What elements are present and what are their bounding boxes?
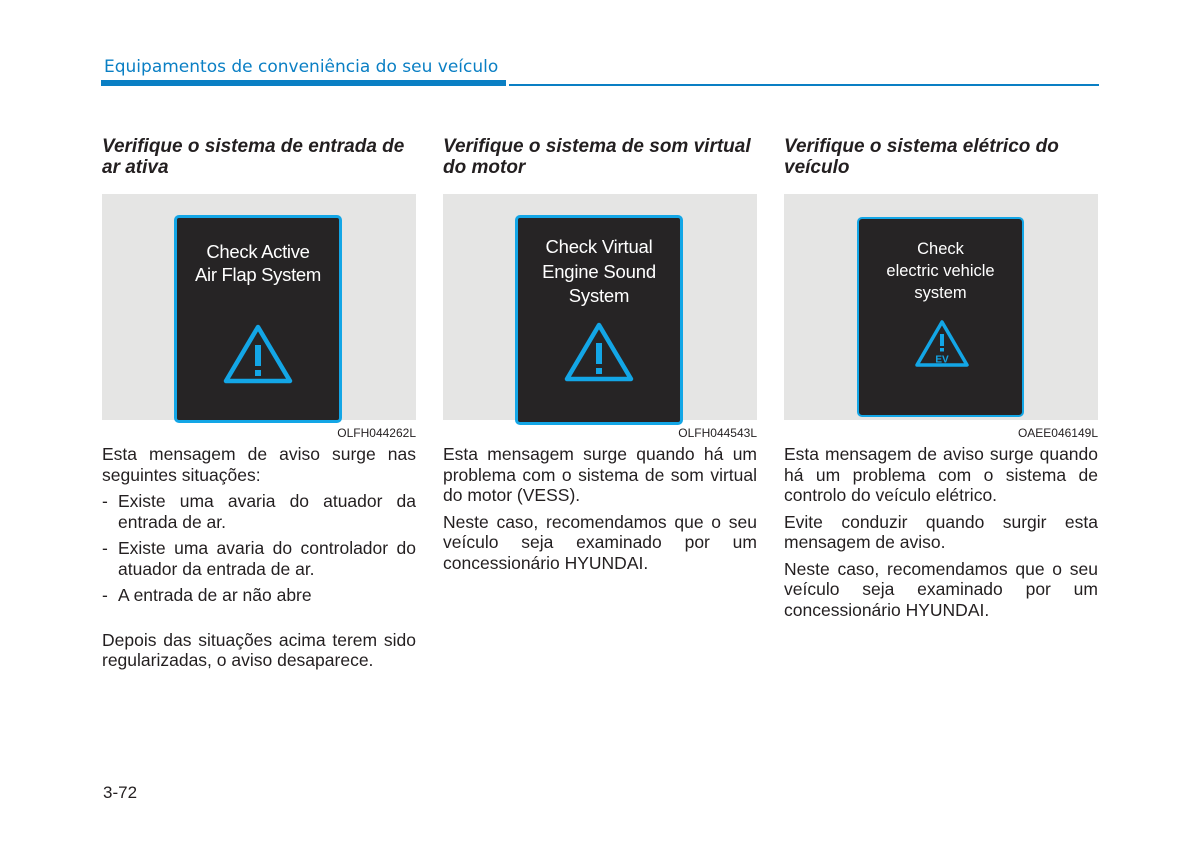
display-message: Check Virtual Engine Sound System xyxy=(542,236,656,306)
figure-code: OAEE046149L xyxy=(1017,426,1098,440)
paragraph: Depois das situações acima terem sido regularizadas, o aviso desaparece. xyxy=(102,629,416,670)
figure-code: OLFH044543L xyxy=(678,426,757,440)
section-virtual-engine-sound xyxy=(443,136,757,579)
warning-figure xyxy=(102,194,416,420)
paragraph: Esta mensagem surge quando há um problema com o sistema de som virtual do motor (VESS). xyxy=(443,444,757,505)
display-message: Check Active Air Flap System xyxy=(194,241,322,285)
header-title: Equipamentos de conveniência do seu veículo xyxy=(104,57,499,77)
list-item: - Existe uma avaria do atuador da entrada de ar. xyxy=(102,491,416,532)
header-rule-thin xyxy=(509,84,1099,86)
ev-icon-label: EV xyxy=(935,354,949,366)
warning-figure xyxy=(443,194,757,420)
warning-triangle-icon xyxy=(563,321,635,385)
bullet-list xyxy=(102,491,416,606)
section-heading: Verifique o sistema de som virtual do motor xyxy=(443,136,751,178)
section-electric-vehicle-system xyxy=(784,136,1098,626)
paragraph: Esta mensagem de aviso surge nas seguintes situações: xyxy=(102,444,416,485)
header-rule-thick xyxy=(101,80,506,86)
ev-warning-triangle-icon xyxy=(914,319,970,369)
section-heading: Verifique o sistema de entrada de ar ativa xyxy=(102,136,405,178)
section-body xyxy=(784,444,1098,620)
list-item-text: Existe uma avaria do controlador do atuador da entrada de ar. xyxy=(118,538,416,579)
list-item-text: Existe uma avaria do atuador da entrada de ar. xyxy=(118,491,416,532)
list-item: - A entrada de ar não abre xyxy=(102,585,312,605)
paragraph: Evite conduzir quando surgir esta mensagem de aviso. xyxy=(784,511,1098,552)
paragraph: Neste caso, recomendamos que o seu veículo seja examinado por um concessionário HYUNDAI. xyxy=(443,511,757,573)
paragraph: Neste caso, recomendamos que o seu veículo seja examinado por um concessionário HYUNDAI. xyxy=(784,558,1098,620)
section-body xyxy=(102,444,416,671)
list-item-text: A entrada de ar não abre xyxy=(118,585,312,605)
cluster-display xyxy=(174,215,342,423)
paragraph: Esta mensagem de aviso surge quando há um problema com o sistema de controlo do veículo elétrico. xyxy=(784,444,1098,505)
warning-triangle-icon xyxy=(222,323,294,387)
cluster-display xyxy=(857,217,1024,417)
section-heading: Verifique o sistema elétrico do veículo xyxy=(784,136,1059,178)
figure-code: OLFH044262L xyxy=(337,426,416,440)
section-body xyxy=(443,444,757,573)
list-item: - Existe uma avaria do controlador do atuador da entrada de ar. xyxy=(102,538,416,579)
display-message: Check electric vehicle system xyxy=(886,240,995,302)
warning-figure xyxy=(784,194,1098,420)
page-number: 3-72 xyxy=(103,783,138,802)
section-active-air-flap xyxy=(102,136,416,677)
cluster-display xyxy=(515,215,683,425)
